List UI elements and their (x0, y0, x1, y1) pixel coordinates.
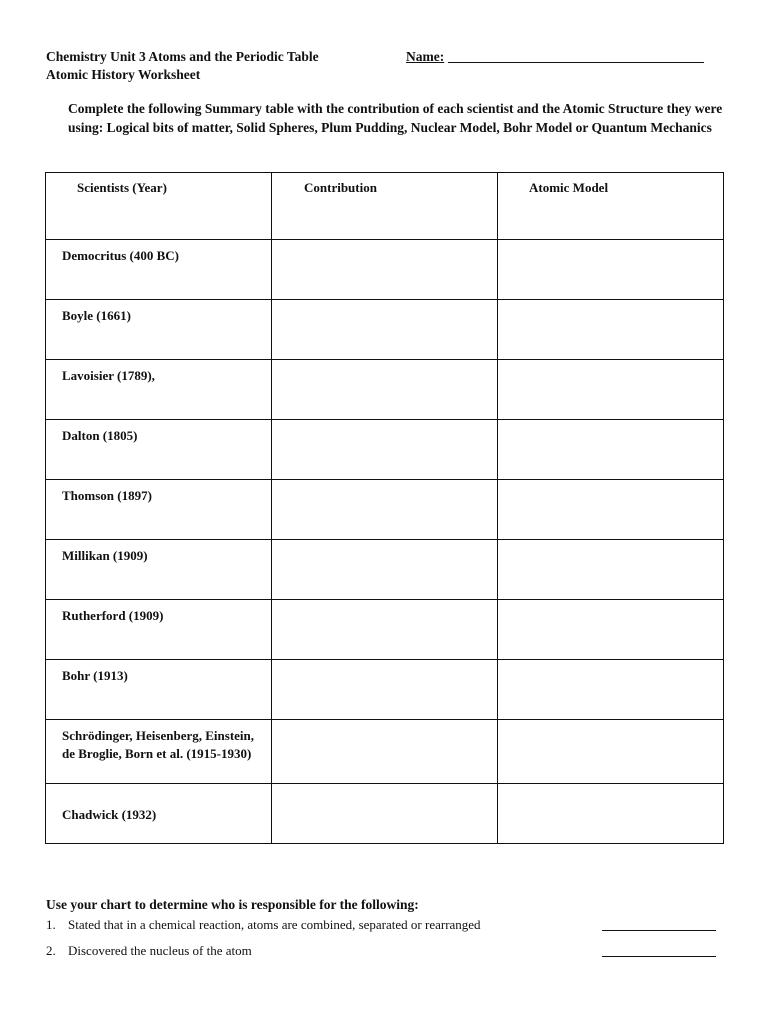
table-row (46, 720, 724, 784)
atomic-model-cell[interactable] (498, 540, 724, 600)
question-item (46, 942, 726, 960)
contribution-cell[interactable] (272, 600, 498, 660)
scientist-cell: Democritus (400 BC) (46, 240, 272, 300)
column-header-scientists: Scientists (Year) (46, 173, 272, 240)
answer-blank-line[interactable] (602, 929, 716, 931)
contribution-cell[interactable] (272, 420, 498, 480)
contribution-cell[interactable] (272, 300, 498, 360)
question-item (46, 916, 726, 934)
name-blank-line[interactable] (448, 61, 704, 63)
scientist-cell: Millikan (1909) (46, 540, 272, 600)
scientist-cell: Lavoisier (1789), (46, 360, 272, 420)
contribution-cell[interactable] (272, 240, 498, 300)
contribution-cell[interactable] (272, 784, 498, 844)
table-row (46, 240, 724, 300)
questions-section (46, 896, 726, 968)
atomic-model-cell[interactable] (498, 660, 724, 720)
atomic-model-cell[interactable] (498, 360, 724, 420)
table-row (46, 360, 724, 420)
table-row (46, 660, 724, 720)
table-row (46, 784, 724, 844)
contribution-cell[interactable] (272, 360, 498, 420)
question-text: Discovered the nucleus of the atom (68, 943, 252, 958)
answer-blank-line[interactable] (602, 955, 716, 957)
column-header-atomic-model: Atomic Model (498, 173, 724, 240)
questions-heading: Use your chart to determine who is responsible for the following: (46, 897, 419, 912)
atomic-model-cell[interactable] (498, 240, 724, 300)
atomic-model-cell[interactable] (498, 420, 724, 480)
scientist-cell: Schrödinger, Heisenberg, Einstein, de Broglie, Born et al. (1915-1930) (46, 720, 272, 784)
question-text: Stated that in a chemical reaction, atoms are combined, separated or rearranged (68, 917, 481, 932)
table-header-row (46, 173, 724, 240)
worksheet-header (46, 48, 319, 84)
contribution-cell[interactable] (272, 720, 498, 784)
name-label: Name: (406, 49, 445, 64)
column-header-contribution: Contribution (272, 173, 498, 240)
scientist-cell: Bohr (1913) (46, 660, 272, 720)
table-row (46, 540, 724, 600)
table-row (46, 600, 724, 660)
scientist-cell: Boyle (1661) (46, 300, 272, 360)
question-number: 2. (46, 943, 56, 958)
atomic-model-cell[interactable] (498, 300, 724, 360)
atomic-model-cell[interactable] (498, 600, 724, 660)
course-title: Chemistry Unit 3 Atoms and the Periodic Table (46, 49, 319, 64)
summary-table (45, 172, 724, 844)
scientist-cell: Thomson (1897) (46, 480, 272, 540)
name-field[interactable] (406, 48, 704, 66)
table-row (46, 300, 724, 360)
worksheet-title: Atomic History Worksheet (46, 67, 201, 82)
table-row (46, 420, 724, 480)
atomic-model-cell[interactable] (498, 720, 724, 784)
atomic-model-cell[interactable] (498, 784, 724, 844)
scientist-cell: Dalton (1805) (46, 420, 272, 480)
contribution-cell[interactable] (272, 480, 498, 540)
scientist-cell: Rutherford (1909) (46, 600, 272, 660)
contribution-cell[interactable] (272, 660, 498, 720)
table-row (46, 480, 724, 540)
instructions-text: Complete the following Summary table with the contribution of each scientist and the Atomic Structure they were using: Logical bits of matter, Solid Spheres, Plum Pudding, Nuclear Model, Bohr Model or Quantum Mechanics (68, 101, 723, 135)
question-number: 1. (46, 917, 56, 932)
contribution-cell[interactable] (272, 540, 498, 600)
scientist-cell: Chadwick (1932) (46, 784, 272, 844)
atomic-model-cell[interactable] (498, 480, 724, 540)
